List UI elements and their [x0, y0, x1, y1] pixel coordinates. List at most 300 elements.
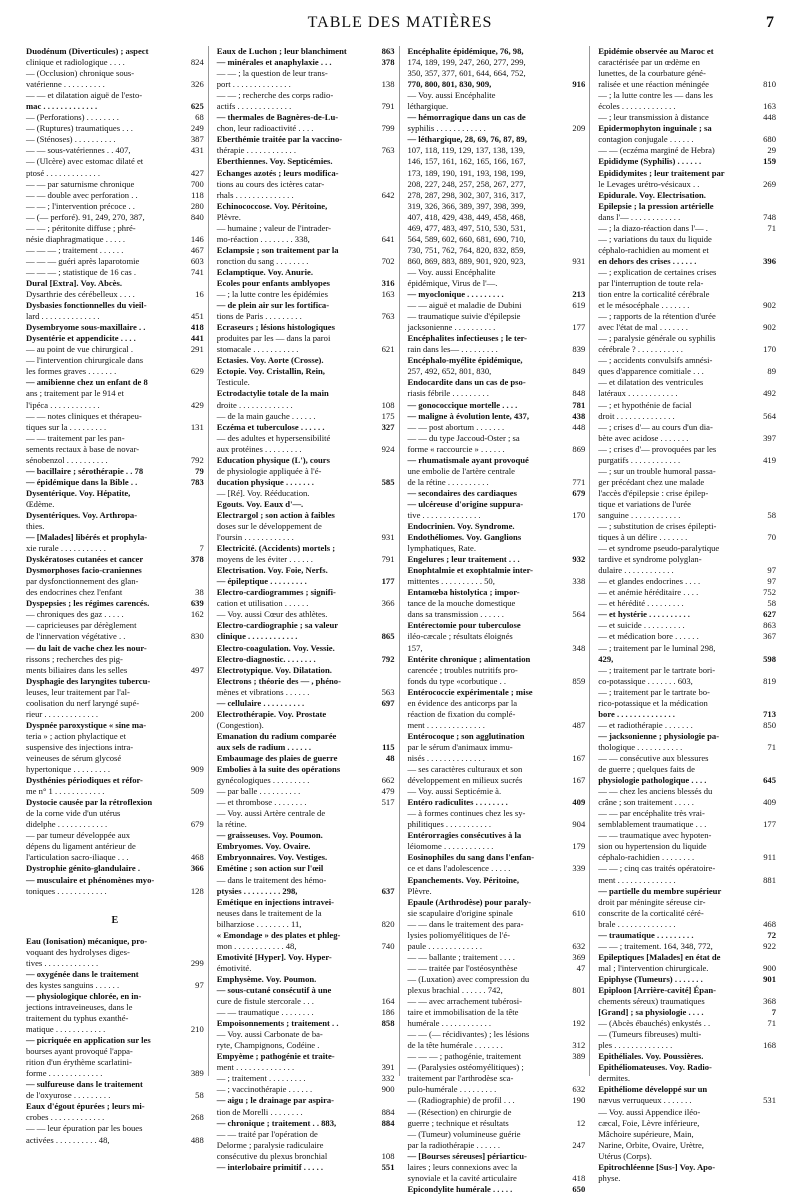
entry-page-number	[754, 477, 776, 488]
entry-text: riasis fébrile . . . . . . . . .	[407, 388, 489, 399]
index-entry	[217, 234, 395, 245]
entry-page-number: 850	[763, 719, 776, 730]
entry-page-number: 247	[572, 1139, 586, 1150]
entry-text: Epitrochléenne [Sus-] Voy. Apo-	[598, 1161, 716, 1172]
index-entry	[408, 731, 586, 742]
index-entry	[408, 510, 586, 521]
entry-text: Eberthiennes. Voy. Septicémies.	[216, 156, 333, 167]
entry-page-number: 299	[190, 957, 204, 968]
entry-text: — — notes cliniques et thérapeu-	[26, 410, 142, 421]
entry-text: cæcal, Foie, Lèvre inférieure,	[598, 1117, 700, 1128]
index-entry	[408, 234, 586, 245]
entry-page-number	[754, 57, 776, 68]
entry-page-number: 771	[572, 476, 586, 487]
index-entry	[598, 488, 776, 499]
entry-text: — — consécutive aux blessures	[598, 753, 709, 763]
entry-page-number: 316	[381, 277, 395, 288]
entry-text: Narine, Orbite, Ovaire, Urètre,	[598, 1139, 704, 1150]
entry-text: céphalo-rachidien . . . . . . . .	[598, 852, 695, 863]
entry-page-number: 431	[190, 145, 204, 156]
entry-page-number	[373, 388, 395, 399]
index-entry	[408, 444, 586, 455]
entry-text: 174, 189, 199, 247, 260, 277, 299,	[407, 57, 526, 68]
index-entry	[598, 223, 776, 234]
entry-text: par dysfonctionnement des glan-	[26, 576, 139, 587]
entry-page-number: 641	[381, 233, 395, 244]
entry-page-number	[563, 179, 585, 190]
entry-text: Eaux d'égout épurées ; leurs mi-	[26, 1101, 145, 1112]
entry-text: de la tête humérale . . . . . . .	[407, 1040, 503, 1051]
entry-page-number	[754, 422, 776, 433]
entry-page-number	[182, 947, 204, 958]
entry-page-number: 177	[572, 322, 586, 333]
entry-page-number: 702	[381, 255, 395, 266]
entry-text: contagion conjugale . . . . . .	[598, 134, 694, 145]
entry-text: — — ; la question de leur trans-	[216, 68, 328, 79]
entry-text: clinique . . . . . . . . . . . .	[216, 631, 298, 642]
entry-page-number	[182, 797, 204, 808]
index-entry	[598, 444, 776, 455]
entry-text: — — traumatique avec hypoten-	[598, 830, 712, 841]
entry-text: Endocardite dans un cas de pso-	[407, 377, 526, 388]
entry-page-number	[373, 620, 395, 631]
entry-page-number	[373, 808, 395, 819]
index-entry	[598, 344, 776, 355]
entry-page-number	[373, 245, 395, 256]
index-entry	[598, 1095, 776, 1106]
index-entry	[26, 488, 204, 499]
index-entry	[598, 576, 776, 587]
entry-page-number	[182, 1035, 204, 1046]
entry-page-number: 863	[763, 620, 776, 631]
entry-text: laires ; leurs connexions avec la	[407, 1161, 518, 1172]
entry-text: 564, 589, 602, 660, 681, 690, 710,	[407, 233, 526, 244]
index-entry	[217, 1140, 395, 1151]
entry-page-number	[182, 1013, 204, 1024]
index-column-3	[407, 46, 591, 1194]
entry-text: une embolie de l'artère centrale	[407, 465, 515, 476]
entry-page-number: 830	[190, 631, 204, 642]
entry-text: Eclamptique. Voy. Anurie.	[216, 266, 313, 277]
entry-text: Epididyme (Syphilis) . . . . . .	[598, 156, 702, 167]
entry-text: — et dilatation des ventricules	[598, 377, 704, 388]
entry-text: — à formes continues chez les sy-	[407, 808, 526, 819]
entry-page-number	[182, 936, 204, 947]
entry-text: Dysentérique. Voy. Hépatite,	[26, 487, 131, 498]
entry-text: me n° 1 . . . . . . . . . . . .	[26, 786, 105, 797]
index-entry	[408, 344, 586, 355]
index-entry	[26, 411, 204, 422]
entry-page-number: 911	[763, 852, 776, 863]
index-entry	[217, 797, 395, 808]
index-entry	[217, 510, 395, 521]
entry-page-number	[182, 510, 204, 521]
entry-page-number: 680	[763, 134, 776, 145]
entry-page-number: 378	[190, 554, 204, 565]
index-entry	[217, 1018, 395, 1029]
index-entry	[408, 952, 586, 963]
entry-page-number: 280	[190, 200, 204, 211]
entry-text: — sous-cutané consécutif à une	[216, 984, 332, 995]
entry-text: — picriquée en application sur les	[26, 1035, 151, 1046]
entry-text: actifs . . . . . . . . . . . . .	[216, 101, 292, 112]
index-entry	[598, 930, 776, 941]
entry-text: forme . . . . . . . . . . . . .	[26, 1068, 103, 1079]
index-entry	[26, 654, 204, 665]
entry-page-number: 366	[381, 598, 395, 609]
entry-text: Entamœba histolytica ; impor-	[407, 587, 520, 598]
index-entry	[26, 68, 204, 79]
entry-text: — Voy. aussi Carbonate de ba-	[216, 1029, 323, 1040]
index-entry	[26, 333, 204, 344]
entry-page-number: 752	[763, 587, 776, 598]
entry-page-number	[754, 377, 776, 388]
entry-text: ples . . . . . . . . . . . . . .	[598, 1040, 673, 1051]
index-entry	[217, 311, 395, 322]
entry-text: paule . . . . . . . . . . . . .	[407, 940, 482, 951]
entry-page-number: 58	[195, 1090, 204, 1101]
entry-page-number	[182, 1002, 204, 1013]
index-entry	[26, 764, 204, 775]
entry-text: dermites.	[598, 1073, 630, 1084]
entry-page-number	[563, 278, 585, 289]
index-entry	[598, 57, 776, 68]
index-entry	[598, 952, 776, 963]
index-entry	[598, 245, 776, 256]
entry-text: — et radiothérapie . . . . . . .	[598, 719, 693, 730]
index-entry	[408, 830, 586, 841]
index-entry	[26, 1002, 204, 1013]
entry-text: — partielle du membre supérieur	[598, 885, 722, 896]
index-entry	[26, 731, 204, 742]
index-entry	[26, 145, 204, 156]
entry-text: — l'intervention chirurgicale dans	[26, 355, 144, 366]
index-entry	[217, 1029, 395, 1040]
index-entry	[408, 1140, 586, 1151]
index-entry	[598, 190, 776, 201]
index-entry	[408, 190, 586, 201]
index-entry	[408, 554, 586, 565]
index-entry	[217, 1095, 395, 1106]
index-entry	[408, 565, 586, 576]
entry-text: Emanation du radium comparée	[216, 730, 337, 741]
entry-page-number	[563, 1073, 585, 1084]
index-entry	[217, 742, 395, 753]
entry-text: Entéro radiculites . . . . . . . .	[407, 797, 508, 808]
entry-page-number: 637	[381, 885, 395, 896]
index-entry	[408, 90, 586, 101]
entry-text: Dysphagie des laryngites tubercu-	[26, 675, 151, 686]
index-entry	[598, 543, 776, 554]
entry-text: — par tumeur développée aux	[26, 830, 131, 841]
entry-text: bilharziose . . . . . . . . 11,	[216, 918, 302, 929]
index-entry	[598, 587, 776, 598]
entry-page-number: 190	[572, 1095, 586, 1106]
entry-page-number	[373, 930, 395, 941]
index-entry	[26, 400, 204, 411]
index-entry	[408, 223, 586, 234]
entry-page-number: 338	[572, 576, 586, 587]
entry-text: — secondaires des cardiaques	[407, 487, 517, 498]
entry-page-number	[563, 267, 585, 278]
entry-text: — musculaire et phénomènes myo-	[26, 874, 155, 885]
entry-text: léthargique.	[407, 101, 449, 112]
entry-page-number: 268	[190, 1112, 204, 1123]
entry-page-number	[373, 709, 395, 720]
entry-page-number	[563, 57, 585, 68]
index-entry	[26, 720, 204, 731]
entry-text: Eosinophiles du sang dans l'enfan-	[407, 852, 535, 863]
entry-text: tique et variations de l'urée	[598, 498, 691, 509]
entry-page-number: 115	[382, 741, 395, 752]
index-entry	[26, 620, 204, 631]
index-entry	[217, 422, 395, 433]
entry-page-number	[754, 698, 776, 709]
entry-text: cation et utilisation . . . . . .	[216, 598, 309, 609]
entry-text: tive . . . . . . . . . . . . . .	[407, 509, 481, 520]
entry-text: — ; explication de certaines crises	[598, 266, 717, 277]
index-entry	[598, 455, 776, 466]
index-entry	[26, 576, 204, 587]
index-entry	[26, 377, 204, 388]
index-entry	[217, 101, 395, 112]
entry-text: tion de Morelli . . . . . . . .	[216, 1106, 303, 1117]
index-entry	[217, 289, 395, 300]
entry-text: Electro-cardiographie ; sa valeur	[216, 620, 339, 631]
entry-page-number: 799	[381, 123, 395, 134]
entry-text: — chroniques des gaz . . . . .	[26, 609, 124, 620]
entry-page-number: 517	[381, 797, 395, 808]
index-entry	[217, 466, 395, 477]
entry-text: Echanges azotés ; leurs modifica-	[216, 167, 339, 178]
entry-page-number	[563, 1129, 585, 1140]
entry-page-number	[373, 455, 395, 466]
entry-page-number	[563, 742, 585, 753]
entry-text: Epithéliomateuses. Voy. Radio-	[598, 1062, 712, 1073]
entry-text: — (Radiographie) de profil . . .	[407, 1095, 515, 1106]
entry-page-number	[563, 234, 585, 245]
index-entry	[217, 201, 395, 212]
entry-text: activées . . . . . . . . . . 48,	[26, 1134, 110, 1145]
index-entry	[408, 687, 586, 698]
entry-text: ptysies . . . . . . . . . 298,	[216, 885, 298, 896]
index-entry	[408, 720, 586, 731]
entry-page-number	[754, 1129, 776, 1140]
entry-text: Embryonnaires. Voy. Vestiges.	[216, 852, 328, 863]
index-entry	[26, 969, 204, 980]
entry-page-number	[563, 499, 585, 510]
entry-page-number	[754, 985, 776, 996]
index-entry	[217, 687, 395, 698]
entry-page-number	[373, 720, 395, 731]
entry-text: 278, 287, 298, 302, 307, 316, 317,	[407, 189, 526, 200]
entry-text: tiques à un délire . . . . . . .	[598, 532, 688, 543]
index-entry	[598, 598, 776, 609]
entry-text: Electro-cardiogrammes ; signifi-	[216, 587, 336, 598]
entry-page-number	[373, 609, 395, 620]
index-entry	[408, 643, 586, 654]
entry-text: Electrisation. Voy. Foie, Nerfs.	[216, 565, 328, 576]
index-entry	[26, 256, 204, 267]
entry-text: Echinococcose. Voy. Péritoine,	[216, 200, 328, 211]
entry-page-number	[754, 201, 776, 212]
index-entry	[217, 908, 395, 919]
entry-text: Entérite chronique ; alimentation	[407, 653, 531, 664]
entry-page-number	[373, 322, 395, 333]
index-entry	[598, 256, 776, 267]
entry-text: — léthargique, 28, 69, 76, 87, 89,	[407, 134, 527, 145]
entry-page-number: 269	[763, 178, 776, 189]
entry-text: 173, 189, 190, 191, 193, 198, 199,	[407, 167, 526, 178]
entry-text: de guerre ; quelques faits de	[598, 764, 695, 775]
entry-text: — — ; cinq cas traités opératoire-	[598, 863, 716, 874]
entry-text: — (Abcès ébauchés) enkystés . .	[598, 1018, 711, 1029]
entry-text: aux protéines . . . . . . . . .	[216, 443, 302, 454]
entry-text: 469, 477, 483, 497, 510, 530, 531,	[407, 222, 526, 233]
entry-page-number	[563, 731, 585, 742]
entry-text: — ; leur transmission à distance	[598, 112, 709, 123]
entry-text: — (Perforations) . . . . . . . .	[26, 112, 119, 123]
entry-page-number	[754, 643, 776, 654]
entry-page-number	[754, 400, 776, 411]
index-entry	[408, 46, 586, 57]
entry-page-number: 585	[381, 476, 395, 487]
entry-text: — — post abortum . . . . . . .	[407, 421, 505, 432]
entry-page-number: 639	[190, 598, 204, 609]
entry-text: léiomome . . . . . . . . . . . .	[407, 841, 494, 852]
entry-page-number: 108	[381, 1150, 395, 1161]
entry-text: — ; traitement par le tartrate bori-	[598, 664, 716, 675]
entry-page-number: 632	[572, 940, 586, 951]
entry-text: tions de Paris . . . . . . . . .	[216, 311, 302, 322]
entry-text: Dysmorphoses facio-craniennes	[26, 565, 142, 576]
entry-text: neuses dans le traitement de la	[216, 907, 322, 918]
index-entry	[408, 433, 586, 444]
index-entry	[26, 433, 204, 444]
entry-text: Mâchoire supérieure, Main,	[598, 1128, 694, 1139]
index-entry	[26, 223, 204, 234]
entry-text: — maligne à évolution lente, 437,	[407, 410, 530, 421]
index-entry	[598, 377, 776, 388]
entry-page-number: 904	[572, 819, 586, 830]
entry-page-number: 859	[572, 675, 586, 686]
entry-page-number	[754, 190, 776, 201]
entry-page-number	[182, 377, 204, 388]
entry-text: Eau (Ionisation) mécanique, pro-	[26, 935, 148, 946]
index-entry	[598, 996, 776, 1007]
entry-page-number: 467	[190, 244, 204, 255]
entry-page-number: 902	[763, 300, 776, 311]
entry-page-number: 488	[190, 1134, 204, 1145]
index-entry	[408, 488, 586, 499]
entry-text: — — double avec perforation . .	[26, 189, 138, 200]
index-entry	[598, 145, 776, 156]
entry-text: tardive et syndrome polyglan-	[598, 554, 702, 565]
index-entry	[408, 1107, 586, 1118]
entry-page-number	[373, 764, 395, 775]
entry-text: le Levages urétro-vésicaux . .	[598, 178, 700, 189]
index-entry	[408, 245, 586, 256]
index-entry	[598, 90, 776, 101]
index-entry	[408, 156, 586, 167]
entry-text: Epididymites ; leur traitement par	[598, 167, 725, 178]
entry-page-number	[563, 532, 585, 543]
entry-text: Dural [Extra]. Voy. Abcès.	[26, 277, 122, 288]
entry-text: droite . . . . . . . . . . . . .	[216, 399, 293, 410]
entry-page-number	[373, 643, 395, 654]
index-entry	[217, 709, 395, 720]
entry-text: taire et immobilisation de la tête	[407, 1007, 519, 1018]
entry-text: gynécologiques . . . . . . . . .	[216, 775, 310, 786]
index-entry	[26, 1024, 204, 1035]
entry-page-number	[754, 1118, 776, 1129]
index-entry	[598, 875, 776, 886]
index-entry	[217, 819, 395, 830]
entry-page-number: 781	[572, 399, 586, 410]
entry-text: — épidémique dans la Bible . .	[26, 476, 138, 487]
entry-page-number	[754, 543, 776, 554]
entry-text: — chronique ; traitement . . 883,	[216, 1117, 337, 1128]
entry-page-number	[563, 521, 585, 532]
entry-page-number	[754, 1084, 776, 1095]
entry-page-number	[754, 786, 776, 797]
entry-page-number: 645	[763, 775, 776, 786]
entry-text: sénobenzol . . . . . . . . . .	[26, 454, 108, 465]
index-entry	[408, 698, 586, 709]
index-entry	[408, 411, 586, 422]
entry-page-number	[563, 565, 585, 576]
index-entry	[26, 808, 204, 819]
entry-page-number: 858	[381, 1018, 395, 1029]
entry-text: vatérienne . . . . . . . . . .	[26, 79, 105, 90]
entry-text: tion entre la corticalité cérébrale	[598, 289, 710, 300]
index-entry	[408, 576, 586, 587]
entry-page-number	[754, 46, 776, 57]
entry-text: — — ; traitement. 164, 348, 772,	[598, 940, 713, 951]
entry-text: ans ; traitement par le 914 et	[26, 388, 124, 399]
index-entry	[408, 598, 586, 609]
index-entry	[26, 980, 204, 991]
entry-text: « Emondage » des plates et phleg-	[216, 929, 341, 940]
index-entry	[217, 90, 395, 101]
entry-page-number: 339	[572, 863, 586, 874]
index-entry	[217, 377, 395, 388]
index-entry	[217, 963, 395, 974]
entry-text: sements rectaux à base de novar-	[26, 443, 140, 454]
entry-page-number	[754, 1062, 776, 1073]
entry-page-number: 146	[190, 233, 204, 244]
entry-text: ronction du sang . . . . . . . .	[216, 255, 309, 266]
entry-page-number: 131	[190, 421, 204, 432]
entry-page-number	[754, 245, 776, 256]
entry-page-number: 89	[767, 366, 776, 377]
index-entry	[408, 1129, 586, 1140]
entry-text: Embryomes. Voy. Ovaire.	[216, 841, 311, 852]
index-entry	[26, 344, 204, 355]
entry-page-number	[563, 852, 585, 863]
index-entry	[598, 179, 776, 190]
entry-page-number: 642	[381, 189, 395, 200]
index-entry	[408, 101, 586, 112]
index-entry	[598, 886, 776, 897]
entry-page-number	[563, 709, 585, 720]
entry-page-number: 128	[190, 885, 204, 896]
index-entry	[26, 212, 204, 223]
index-entry	[408, 897, 586, 908]
index-entry	[217, 112, 395, 123]
entry-text: — — aiguë et maladie de Dubini	[407, 300, 522, 311]
index-entry	[598, 1073, 776, 1084]
